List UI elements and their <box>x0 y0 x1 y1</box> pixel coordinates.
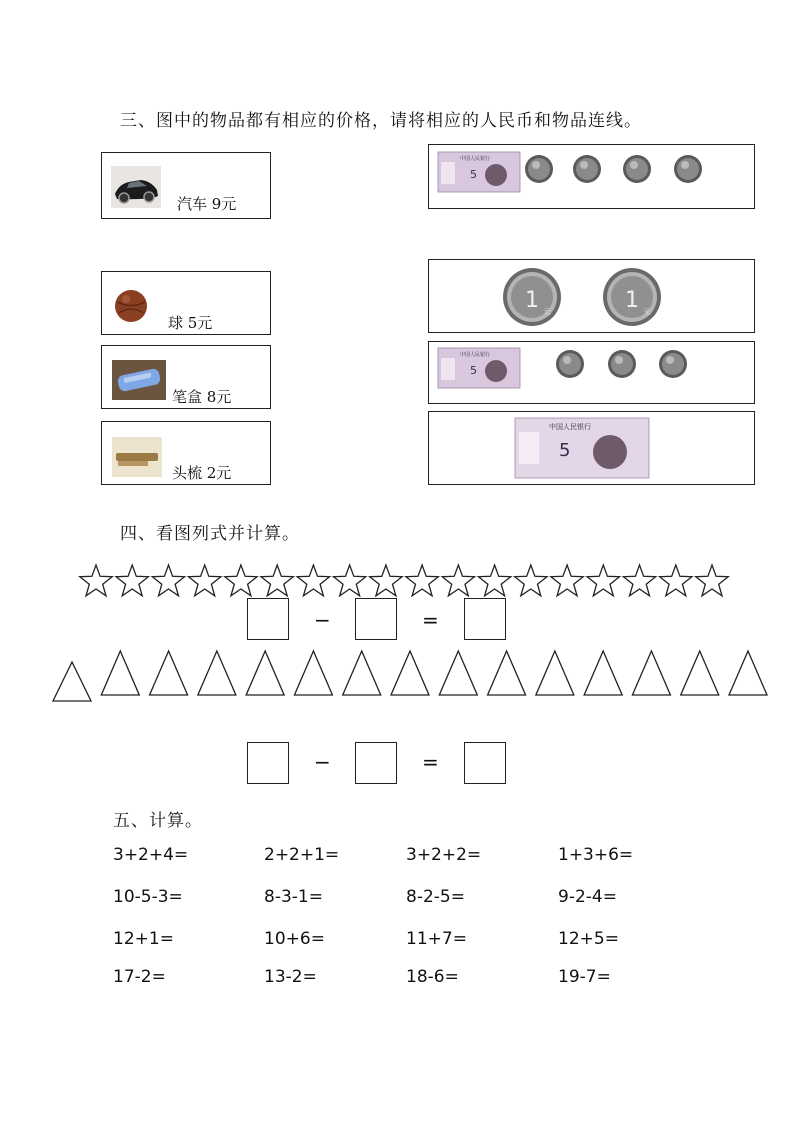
answer-box-triangles-2[interactable] <box>355 742 397 784</box>
item-box-pencil-box[interactable] <box>101 345 271 409</box>
triangle-shape <box>488 651 526 695</box>
triangles-row <box>0 648 800 704</box>
triangle-shape <box>53 662 91 701</box>
triangle-shape <box>729 651 767 695</box>
calc-problem[interactable]: 8-2-5= <box>406 887 465 907</box>
star-shape <box>406 565 438 596</box>
triangle-shape <box>391 651 429 695</box>
star-shape <box>587 565 619 596</box>
item-box-ball[interactable] <box>101 271 271 335</box>
coin <box>622 154 652 184</box>
calc-problem[interactable]: 2+2+1= <box>264 845 340 865</box>
answer-box-triangles-3[interactable] <box>464 742 506 784</box>
triangle-shape <box>632 651 670 695</box>
coin <box>524 154 554 184</box>
coin-1-yuan <box>502 267 562 327</box>
banknote-bank-text: 中国人民银行 <box>460 352 491 358</box>
banknote-value: 5 <box>559 440 571 461</box>
coin-value: 1 <box>525 288 539 313</box>
calc-problem[interactable]: 13-2= <box>264 967 317 987</box>
calc-problem[interactable]: 3+2+2= <box>406 845 482 865</box>
answer-box-stars-2[interactable] <box>355 598 397 640</box>
ball-photo <box>114 289 148 323</box>
item-label-car: 汽车 9元 <box>177 195 237 213</box>
star-shape <box>334 565 366 596</box>
minus-sign: − <box>314 608 331 632</box>
calc-problem[interactable]: 12+5= <box>558 929 619 949</box>
coin-value: 1 <box>625 288 639 313</box>
coin <box>658 349 688 379</box>
star-shape <box>660 565 692 596</box>
banknote-5-yuan <box>438 348 520 388</box>
coin-unit: 元 <box>543 308 551 316</box>
star-shape <box>696 565 728 596</box>
star-shape <box>623 565 655 596</box>
banknote-bank-text: 中国人民银行 <box>549 423 591 431</box>
triangle-shape <box>198 651 236 695</box>
triangle-shape <box>343 651 381 695</box>
calc-problem[interactable]: 8-3-1= <box>264 887 323 907</box>
car-photo <box>111 166 161 208</box>
star-shape <box>225 565 257 596</box>
star-shape <box>478 565 510 596</box>
money-box-1[interactable] <box>428 144 755 209</box>
calc-problem[interactable]: 1+3+6= <box>558 845 634 865</box>
calc-problem[interactable]: 10-5-3= <box>113 887 183 907</box>
banknote-value: 5 <box>470 168 477 181</box>
triangle-shape <box>681 651 719 695</box>
triangle-shape <box>294 651 332 695</box>
star-shape <box>370 565 402 596</box>
triangle-shape <box>439 651 477 695</box>
calc-problem[interactable]: 12+1= <box>113 929 174 949</box>
coin-unit: 元 <box>643 308 651 316</box>
answer-box-stars-3[interactable] <box>464 598 506 640</box>
calc-problem[interactable]: 18-6= <box>406 967 459 987</box>
equals-sign: = <box>422 608 439 632</box>
coin <box>607 349 637 379</box>
banknote-bank-text: 中国人民银行 <box>460 156 491 162</box>
triangle-shape <box>536 651 574 695</box>
calc-problem[interactable]: 19-7= <box>558 967 611 987</box>
coin <box>555 349 585 379</box>
calc-problem[interactable]: 9-2-4= <box>558 887 617 907</box>
triangle-shape <box>584 651 622 695</box>
banknote-5-yuan <box>438 152 520 192</box>
triangle-shape <box>150 651 188 695</box>
item-label-comb: 头梳 2元 <box>172 464 232 482</box>
answer-box-triangles-1[interactable] <box>247 742 289 784</box>
section3-heading: 三、图中的物品都有相应的价格，请将相应的人民币和物品连线。 <box>120 111 642 131</box>
minus-sign: − <box>314 750 331 774</box>
item-label-pencil-box: 笔盒 8元 <box>172 388 232 406</box>
calc-problem[interactable]: 11+7= <box>406 929 467 949</box>
star-shape <box>261 565 293 596</box>
coin-1-yuan <box>602 267 662 327</box>
coin <box>673 154 703 184</box>
triangle-shape <box>101 651 139 695</box>
item-box-comb[interactable] <box>101 421 271 485</box>
calc-problem[interactable]: 10+6= <box>264 929 325 949</box>
star-shape <box>80 565 112 596</box>
calc-problem[interactable]: 3+2+4= <box>113 845 189 865</box>
star-shape <box>551 565 583 596</box>
money-box-4[interactable] <box>428 411 755 485</box>
pencil-box-photo <box>112 360 166 400</box>
banknote-value: 5 <box>470 364 477 377</box>
item-label-ball: 球 5元 <box>168 314 213 332</box>
comb-photo <box>112 437 162 477</box>
banknote-5-yuan-large <box>515 418 649 478</box>
section4-heading: 四、看图列式并计算。 <box>120 524 300 544</box>
star-shape <box>297 565 329 596</box>
answer-box-stars-1[interactable] <box>247 598 289 640</box>
money-box-2[interactable] <box>428 259 755 333</box>
star-shape <box>442 565 474 596</box>
section5-heading: 五、计算。 <box>113 811 203 831</box>
money-box-3[interactable] <box>428 341 755 404</box>
stars-row <box>0 560 800 604</box>
star-shape <box>515 565 547 596</box>
calc-problem[interactable]: 17-2= <box>113 967 166 987</box>
equals-sign: = <box>422 750 439 774</box>
triangle-shape <box>246 651 284 695</box>
item-box-car[interactable] <box>101 152 271 219</box>
coin <box>572 154 602 184</box>
star-shape <box>116 565 148 596</box>
star-shape <box>189 565 221 596</box>
star-shape <box>152 565 184 596</box>
